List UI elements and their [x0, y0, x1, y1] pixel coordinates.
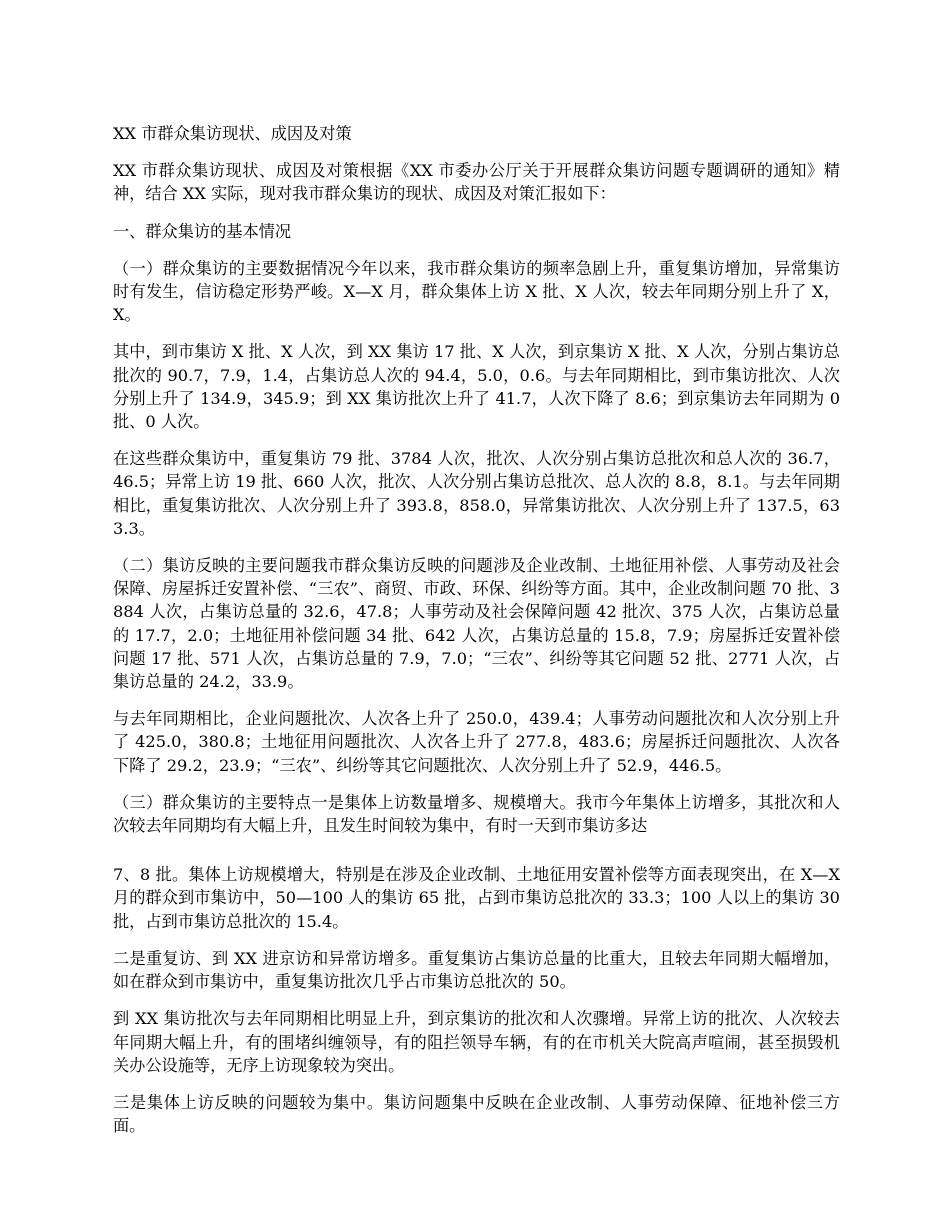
paragraph: 与去年同期相比，企业问题批次、人次各上升了 250.0，439.4；人事劳动问题批次和人次分别上升了 425.0，380.8；土地征用问题批次、人次各上升了 277.8，483.6；房屋拆迁问题批次、人次各下降了 29.2，23.9；“三农”、纠纷等其它问题批次、人次分别上升了 52.9，446.5。 — [113, 709, 840, 775]
paragraph: （三）群众集访的主要特点一是集体上访数量增多、规模增大。我市今年集体上访增多，其批次和人次较去年同期均有大幅上升，且发生时间较为集中，有时一天到市集访多达 — [113, 792, 840, 836]
paragraph: 三是集体上访反映的问题较为集中。集访问题集中反映在企业改制、人事劳动保障、征地补偿三方面。 — [113, 1092, 840, 1136]
paragraph: 二是重复访、到 XX 进京访和异常访增多。重复集访占集访总量的比重大，且较去年同期大幅增加，如在群众到市集访中，重复集访批次几乎占市集访总批次的 50。 — [113, 948, 840, 992]
section-heading: 一、群众集访的基本情况 — [113, 221, 292, 241]
paragraph: 7、8 批。集体上访规模增大，特别是在涉及企业改制、土地征用安置补偿等方面表现突出，在 X—X 月的群众到市集访中，50—100 人的集访 65 批，占到市集访总批次的 33.3；100 人以上的集访 30 批，占到市集访总批次的 15.4。 — [113, 865, 840, 931]
document-body — [113, 122, 840, 1151]
paragraph: （二）集访反映的主要问题我市群众集访反映的问题涉及企业改制、土地征用补偿、人事劳动及社会保障、房屋拆迁安置补偿、“三农”、商贸、市政、环保、纠纷等方面。其中，企业改制问题 70 批、3884 人次，占集访总量的 32.6，47.8；人事劳动及社会保障问题 42 批次、375 人次，占集访总量的 17.7，2.0；土地征用补偿问题 34 批、642 人次，占集访总量的 15.8，7.9；房屋拆迁安置补偿问题 17 批、571 人次，占集访总量的 7.9，7.0；“三农”、纠纷等其它问题 52 批、2771 人次，占集访总量的 24.2，33.9。 — [113, 556, 840, 692]
intro-paragraph: XX 市群众集访现状、成因及对策根据《XX 市委办公厅关于开展群众集访问题专题调研的通知》精神，结合 XX 实际，现对我市群众集访的现状、成因及对策汇报如下： — [113, 161, 840, 204]
paragraph: 其中，到市集访 X 批、X 人次，到 XX 集访 17 批、X 人次，到京集访 X 批、X 人次，分别占集访总批次的 90.7，7.9，1.4，占集访总人次的 94.4，5.0，0.6。与去年同期相比，到市集访批次、人次分别上升了 134.9，345.9；到 XX 集访批次上升了 41.7，人次下降了 8.6；到京集访去年同期为 0 批、0 人次。 — [113, 342, 840, 432]
paragraph: 在这些群众集访中，重复集访 79 批、3784 人次，批次、人次分别占集访总批次和总人次的 36.7，46.5；异常上访 19 批、660 人次，批次、人次分别占集访总批次、总人次的 8.8，8.1。与去年同期相比，重复集访批次、人次分别上升了 393.8，858.0，异常集访批次、人次分别上升了 137.5，633.3。 — [113, 449, 840, 538]
paragraph: （一）群众集访的主要数据情况今年以来，我市群众集访的频率急剧上升，重复集访增加，异常集访时有发生，信访稳定形势严峻。X—X 月，群众集体上访 X 批、X 人次，较去年同期分别上升了 X，X。 — [113, 258, 840, 325]
document-title: XX 市群众集访现状、成因及对策 — [113, 124, 352, 143]
paragraph: 到 XX 集访批次与去年同期相比明显上升，到京集访的批次和人次骤增。异常上访的批次、人次较去年同期大幅上升，有的围堵纠缠领导，有的阻拦领导车辆，有的在市机关大院高声喧闹，甚至损毁机关办公设施等，无序上访现象较为突出。 — [113, 1009, 840, 1075]
